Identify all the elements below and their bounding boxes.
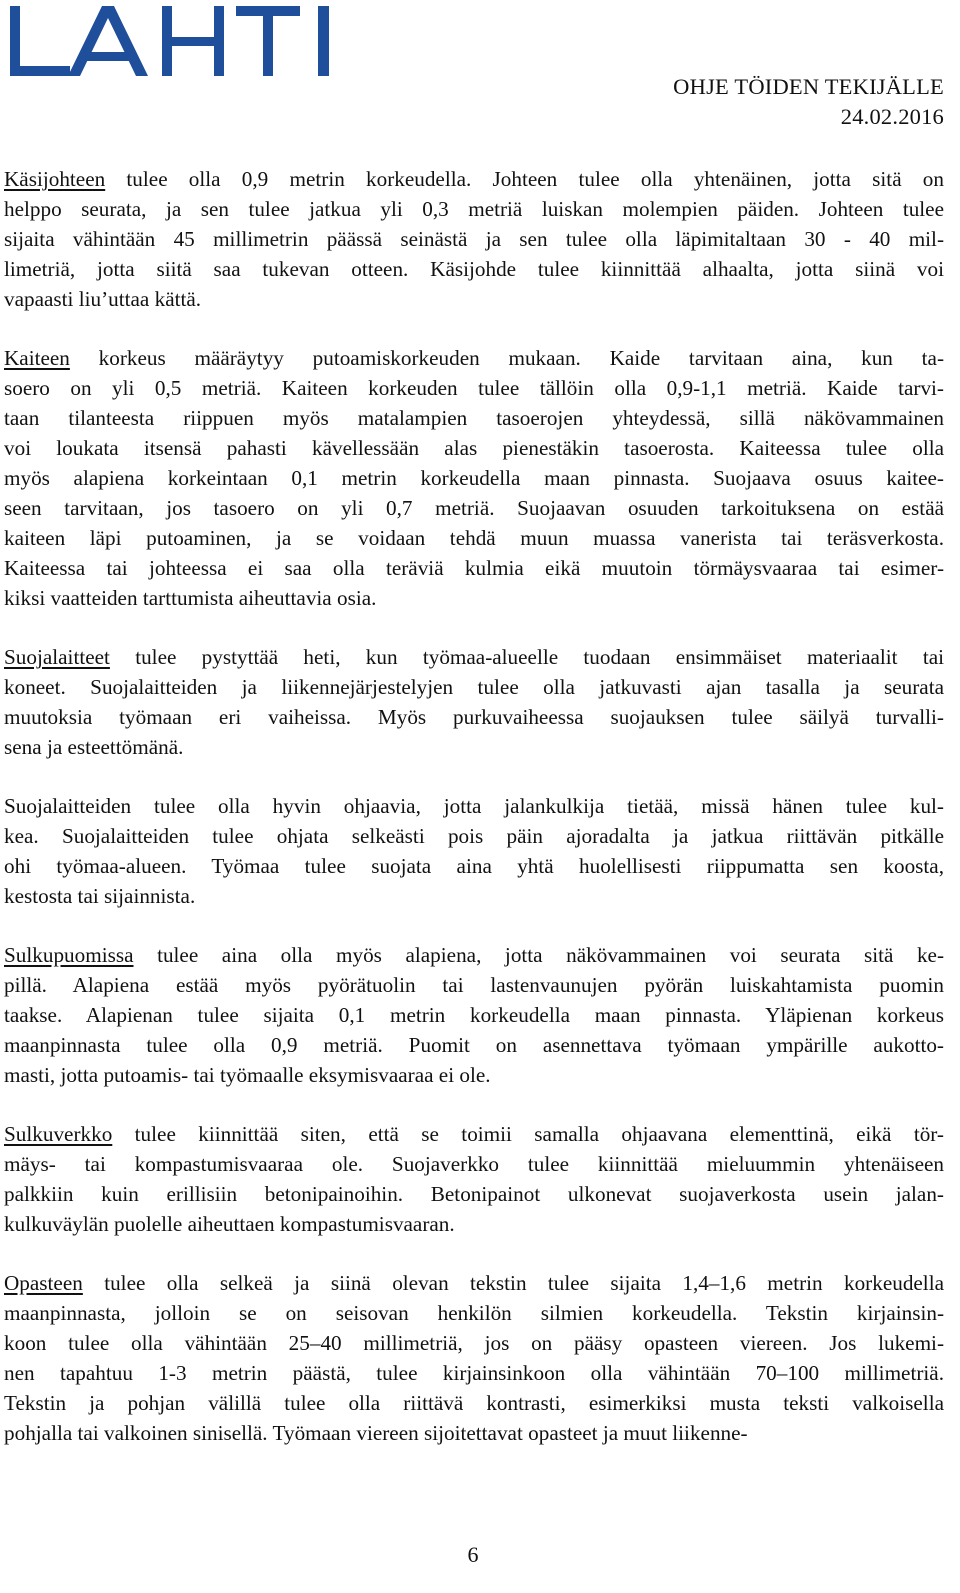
paragraph xyxy=(4,791,944,911)
paragraph xyxy=(4,940,944,1090)
text-line xyxy=(4,1000,944,1030)
line-text: sijaita vähintään 45 millimetrin päässä seinästä ja sen tulee olla läpimitaltaan 30 - 40 mil- xyxy=(4,227,944,251)
text-line xyxy=(4,1209,944,1239)
text-line xyxy=(4,343,944,373)
lahti-logo xyxy=(4,2,336,80)
line-text: kaiteen läpi putoaminen, ja se voidaan tehdä muun muassa vanerista tai teräsverkosta. xyxy=(4,526,944,550)
text-line xyxy=(4,642,944,672)
line-text: seen tarvitaan, jos tasoero on yli 0,7 metriä. Suojaavan osuuden tarkoituksena on estää xyxy=(4,496,944,520)
text-line xyxy=(4,1060,944,1090)
text-line xyxy=(4,284,944,314)
line-text: helppo seurata, ja sen tulee jatkua yli 0,3 metriä luiskan molempien päiden. Johteen tulee xyxy=(4,197,944,221)
text-line xyxy=(4,164,944,194)
line-text: maanpinnasta tulee olla 0,9 metriä. Puomit on asennettava työmaan ympärille aukotto- xyxy=(4,1033,944,1057)
line-text: masti, jotta putoamis- tai työmaalle eksymisvaaraa ei ole. xyxy=(4,1063,491,1087)
text-line xyxy=(4,851,944,881)
paragraph xyxy=(4,642,944,762)
paragraph xyxy=(4,164,944,314)
text-line xyxy=(4,1418,944,1448)
text-line xyxy=(4,1388,944,1418)
text-line xyxy=(4,1030,944,1060)
line-text: myös alapiena korkeintaan 0,1 metrin korkeudella maan pinnasta. Suojaava osuus kaitee- xyxy=(4,466,944,490)
body-text xyxy=(4,164,944,1477)
line-text: korkeus määräytyy putoamiskorkeuden mukaan. Kaide tarvitaan aina, kun ta- xyxy=(69,346,944,370)
text-line xyxy=(4,1328,944,1358)
line-text: kiksi vaatteiden tarttumista aiheuttavia osia. xyxy=(4,586,377,610)
text-line xyxy=(4,940,944,970)
line-text: koon tulee olla vähintään 25–40 millimetriä, jos on pääsy opasteen viereen. Jos lukemi- xyxy=(4,1331,944,1355)
paragraph xyxy=(4,1119,944,1239)
line-text: tulee pystyttää heti, kun työmaa-alueelle tuodaan ensimmäiset materiaalit tai xyxy=(109,645,944,669)
text-line xyxy=(4,373,944,403)
line-text: palkkiin kuin erillisiin betonipainoihin. Betonipainot ulkonevat suojaverkosta usein jalan- xyxy=(4,1182,944,1206)
text-line xyxy=(4,224,944,254)
text-line xyxy=(4,1179,944,1209)
term-underlined: Kaiteen xyxy=(4,346,70,370)
line-text: nen tapahtuu 1-3 metrin päästä, tulee kirjainsinkoon olla vähintään 70–100 millimetriä. xyxy=(4,1361,944,1385)
text-line xyxy=(4,1119,944,1149)
line-text: kulkuväylän puolelle aiheuttaen kompastumisvaaran. xyxy=(4,1212,455,1236)
line-text: ohi työmaa-alueen. Työmaa tulee suojata aina yhtä huolellisesti riippumatta sen koosta, xyxy=(4,854,944,878)
text-line xyxy=(4,970,944,1000)
text-line xyxy=(4,821,944,851)
term-underlined: Sulkupuomissa xyxy=(4,943,134,967)
line-text: tulee olla selkeä ja siinä olevan tekstin tulee sijaita 1,4–1,6 metrin korkeudella xyxy=(82,1271,944,1295)
text-line xyxy=(4,493,944,523)
line-text: Suojalaitteiden tulee olla hyvin ohjaavia, jotta jalankulkija tietää, missä hänen tulee kul- xyxy=(4,794,944,818)
line-text: kestosta tai sijainnista. xyxy=(4,884,196,908)
paragraph xyxy=(4,343,944,613)
text-line xyxy=(4,672,944,702)
text-line xyxy=(4,732,944,762)
line-text: voi loukata itsensä pahasti kävellessään alas pienestäkin tasoerosta. Kaiteessa tulee olla xyxy=(4,436,944,460)
line-text: soero on yli 0,5 metriä. Kaiteen korkeuden tulee tällöin olla 0,9-1,1 metriä. Kaide tarvi- xyxy=(4,376,944,400)
line-text: Kaiteessa tai johteessa ei saa olla teräviä kulmia eikä muutoin törmäysvaaraa tai esimer- xyxy=(4,556,944,580)
term-underlined: Opasteen xyxy=(4,1271,83,1295)
line-text: Tekstin ja pohjan välillä tulee olla riittävä kontrasti, esimerkiksi musta teksti valkoisella xyxy=(4,1391,944,1415)
text-line xyxy=(4,523,944,553)
line-text: pillä. Alapiena estää myös pyörätuolin tai lastenvaunujen pyörän luiskahtamista puomin xyxy=(4,973,944,997)
line-text: maanpinnasta, jolloin se on seisovan henkilön silmien korkeudella. Tekstin kirjainsin- xyxy=(4,1301,944,1325)
line-text: tulee aina olla myös alapiena, jotta näkövammainen voi seurata sitä ke- xyxy=(133,943,944,967)
text-line xyxy=(4,433,944,463)
line-text: taakse. Alapienan tulee sijaita 0,1 metrin korkeudella maan pinnasta. Yläpienan korkeus xyxy=(4,1003,944,1027)
term-underlined: Käsijohteen xyxy=(4,167,106,191)
text-line xyxy=(4,702,944,732)
text-line xyxy=(4,1149,944,1179)
line-text: limetriä, jotta siitä saa tukevan otteen. Käsijohde tulee kiinnittää alhaalta, jotta siinä voi xyxy=(4,257,944,281)
text-line xyxy=(4,1358,944,1388)
line-text: taan tilanteesta riippuen myös matalampien tasoerojen yhteydessä, sillä näkövammainen xyxy=(4,406,944,430)
text-line xyxy=(4,553,944,583)
line-text: vapaasti liu’uttaa kättä. xyxy=(4,287,202,311)
document-title: OHJE TÖIDEN TEKIJÄLLE xyxy=(673,74,944,99)
line-text: mäys- tai kompastumisvaaraa ole. Suojaverkko tulee kiinnittää mieluummin yhtenäiseen xyxy=(4,1152,944,1176)
page-number: 6 xyxy=(467,1542,479,1567)
document-date: 24.02.2016 xyxy=(840,104,944,129)
text-line xyxy=(4,254,944,284)
text-line xyxy=(4,194,944,224)
line-text: kea. Suojalaitteiden tulee ohjata selkeästi pois päin ajoradalta ja jatkua riittävän pitkälle xyxy=(4,824,944,848)
line-text: tulee olla 0,9 metrin korkeudella. Johteen tulee olla yhtenäinen, jotta sitä on xyxy=(105,167,944,191)
term-underlined: Sulkuverkko xyxy=(4,1122,113,1146)
text-line xyxy=(4,403,944,433)
line-text: koneet. Suojalaitteiden ja liikennejärjestelyjen tulee olla jatkuvasti ajan tasalla ja seurata xyxy=(4,675,944,699)
line-text: sena ja esteettömänä. xyxy=(4,735,184,759)
line-text: muutoksia työmaan eri vaiheissa. Myös purkuvaiheessa suojauksen tulee säilyä turvalli- xyxy=(4,705,944,729)
line-text: tulee kiinnittää siten, että se toimii samalla ohjaavana elementtinä, eikä tör- xyxy=(112,1122,944,1146)
text-line xyxy=(4,463,944,493)
text-line xyxy=(4,1298,944,1328)
text-line xyxy=(4,1268,944,1298)
text-line xyxy=(4,583,944,613)
text-line xyxy=(4,881,944,911)
paragraph xyxy=(4,1268,944,1448)
line-text: pohjalla tai valkoinen sinisellä. Työmaan viereen sijoitettavat opasteet ja muut liikenne- xyxy=(4,1421,748,1445)
term-underlined: Suojalaitteet xyxy=(4,645,110,669)
text-line xyxy=(4,791,944,821)
